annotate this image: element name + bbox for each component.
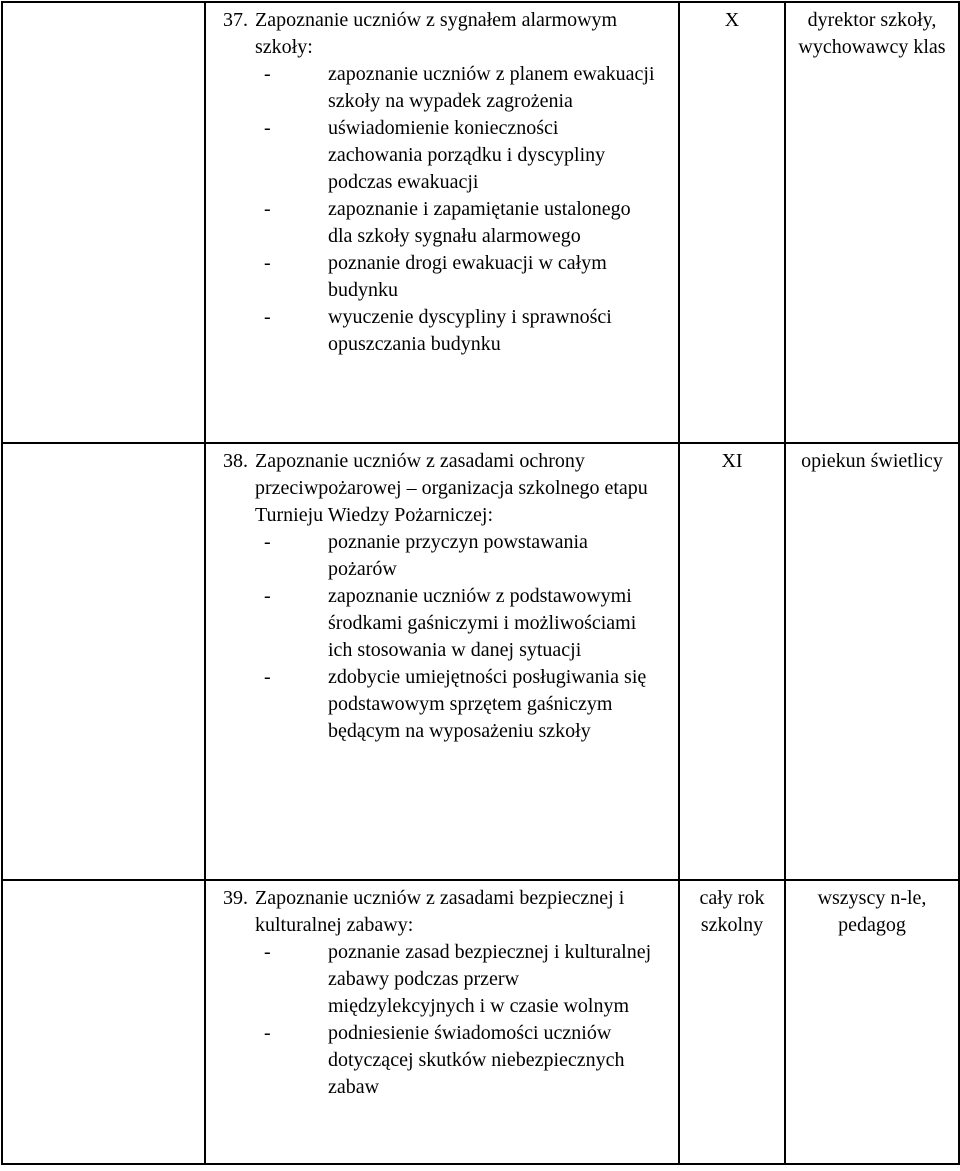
list-item-text: poznanie przyczyn powstawania pożarów bbox=[328, 531, 588, 580]
list-item bbox=[223, 196, 678, 250]
empty-cell bbox=[2, 443, 205, 880]
list-item-text: zapoznanie uczniów z planem ewakuacji szkoły na wypadek zagrożenia bbox=[328, 63, 655, 112]
task-heading bbox=[223, 885, 678, 939]
task-items bbox=[223, 939, 678, 1101]
list-item bbox=[223, 939, 678, 1020]
term-cell: cały rok szkolny bbox=[679, 880, 785, 1164]
list-item bbox=[223, 304, 678, 358]
dash-marker: - bbox=[264, 531, 271, 553]
responsible-cell: opiekun świetlicy bbox=[785, 443, 959, 880]
dash-marker: - bbox=[264, 666, 271, 688]
empty-cell bbox=[2, 880, 205, 1164]
task-cell bbox=[205, 2, 679, 443]
list-item-text: zapoznanie uczniów z podstawowymi środkami gaśniczymi i możliwościami ich stosowania w danej sytuacji bbox=[328, 585, 637, 661]
table-row bbox=[2, 443, 959, 880]
table-row bbox=[2, 2, 959, 443]
list-item bbox=[223, 664, 678, 745]
task-heading-text: Zapoznanie uczniów z sygnałem alarmowym szkoły: bbox=[255, 9, 618, 58]
dash-marker: - bbox=[264, 1022, 271, 1044]
list-item-text: zapoznanie i zapamiętanie ustalonego dla szkoły sygnału alarmowego bbox=[328, 198, 631, 247]
list-item-text: podniesienie świadomości uczniów dotyczącej skutków niebezpiecznych zabaw bbox=[328, 1022, 625, 1098]
dash-marker: - bbox=[264, 585, 271, 607]
term-cell: X bbox=[679, 2, 785, 443]
list-item-text: wyuczenie dyscypliny i sprawności opuszczania budynku bbox=[328, 306, 612, 355]
list-item-text: zdobycie umiejętności posługiwania się podstawowym sprzętem gaśniczym będącym na wyposażeniu szkoły bbox=[328, 666, 647, 742]
dash-marker: - bbox=[264, 198, 271, 220]
responsible-cell: wszyscy n-le, pedagog bbox=[785, 880, 959, 1164]
term-cell: XI bbox=[679, 443, 785, 880]
list-item bbox=[223, 529, 678, 583]
list-item bbox=[223, 61, 678, 115]
dash-marker: - bbox=[264, 63, 271, 85]
task-number: 37. bbox=[223, 9, 248, 31]
task-heading-text: Zapoznanie uczniów z zasadami ochrony przeciwpożarowej – organizacja szkolnego etapu Turnieju Wiedzy Pożarniczej: bbox=[255, 450, 648, 526]
task-number: 39. bbox=[223, 887, 248, 909]
list-item bbox=[223, 583, 678, 664]
task-cell bbox=[205, 880, 679, 1164]
task-heading bbox=[223, 7, 678, 61]
dash-marker: - bbox=[264, 117, 271, 139]
task-items bbox=[223, 529, 678, 745]
plan-table bbox=[1, 1, 960, 1165]
dash-marker: - bbox=[264, 252, 271, 274]
responsible-cell: dyrektor szkoły, wychowawcy klas bbox=[785, 2, 959, 443]
dash-marker: - bbox=[264, 941, 271, 963]
list-item-text: poznanie drogi ewakuacji w całym budynku bbox=[328, 252, 607, 301]
list-item-text: poznanie zasad bezpiecznej i kulturalnej zabawy podczas przerw międzylekcyjnych i w czasie wolnym bbox=[328, 941, 652, 1017]
task-items bbox=[223, 61, 678, 358]
list-item bbox=[223, 1020, 678, 1101]
list-item-text: uświadomienie konieczności zachowania porządku i dyscypliny podczas ewakuacji bbox=[328, 117, 606, 193]
task-heading bbox=[223, 448, 678, 529]
list-item bbox=[223, 115, 678, 196]
empty-cell bbox=[2, 2, 205, 443]
task-number: 38. bbox=[223, 450, 248, 472]
dash-marker: - bbox=[264, 306, 271, 328]
task-cell bbox=[205, 443, 679, 880]
table-row bbox=[2, 880, 959, 1164]
list-item bbox=[223, 250, 678, 304]
task-heading-text: Zapoznanie uczniów z zasadami bezpiecznej i kulturalnej zabawy: bbox=[255, 887, 625, 936]
